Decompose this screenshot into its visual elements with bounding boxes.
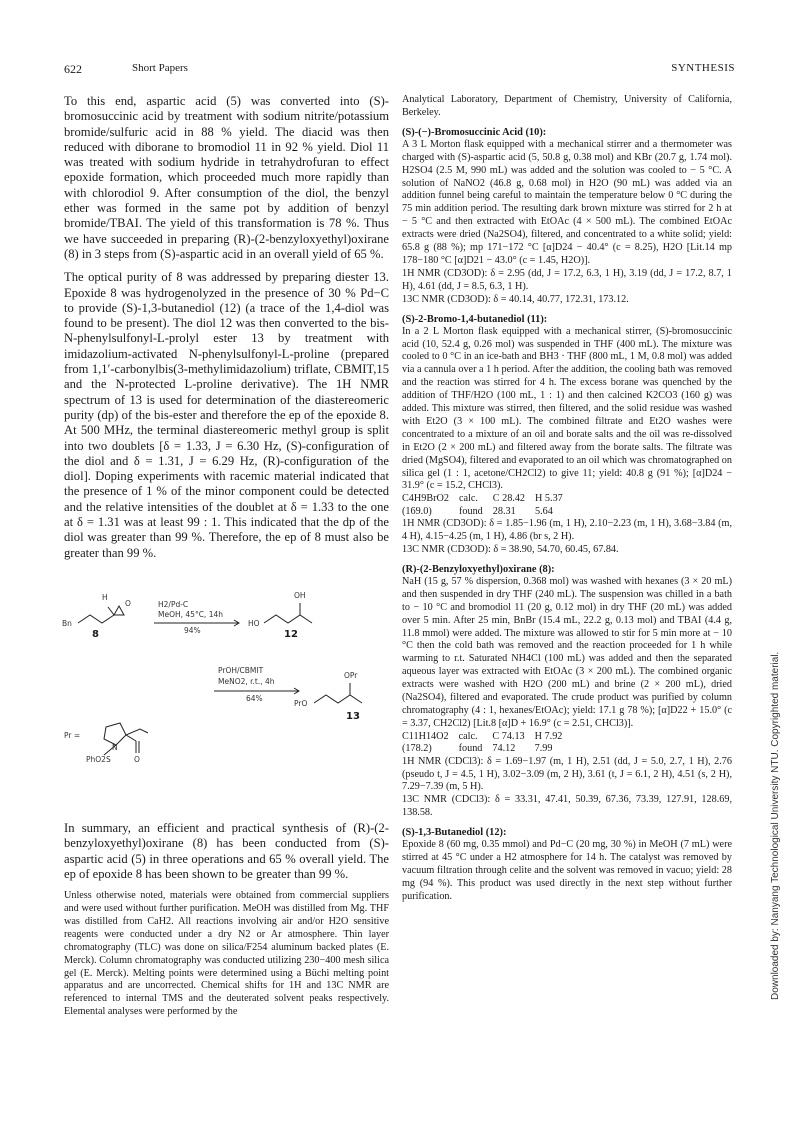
body-paragraph: The optical purity of 8 was addressed by preparing diester 13. Epoxide 8 was hydrogenolyzed in the presence of 30 % Pd−C to provide (S)-1,3-butanediol (12) (a trace of the 1,4-diol was found to be present). The diol 12 was then converted to the bis-N-phenylsulfonyl-L-prolyl ester 13 by treatment with imidazolium-activated N-phenylsulfonyl-L-proline (prepared from 1,1′-carbonylbis(3-methylimidazolium) triflate, CBMIT,15 and the N-protected L-proline derivative). The 1H NMR spectrum of 13 is used for determination of the diastereomeric purity (dp) of the bis-ester and therefore the ep of the epoxide 8. At 500 MHz, the terminal diastereomeric methyl group is split into two doublets [δ = 1.33, J = 6.30 Hz, (S)-configuration of the diol and δ = 1.31, J = 6.29 Hz, (R)-configuration of the diol]. Doping experiments with racemic material indicated that the presence of 1 % of the minor component could be detected and the relative intensities of the doublet at δ = 1.33 to the one at δ = 1.31 was at least 99 : 1. This indicated that the dp of the diol was greater than 99 %. Therefore, the ep of 8 must also be greater than 99 %. — [64, 270, 389, 560]
journal-name: SYNTHESIS — [671, 62, 735, 74]
page-header — [64, 62, 735, 78]
elemental-analysis — [402, 493, 732, 518]
analysis-label: calc. — [458, 730, 478, 742]
analysis-value: H 5.37 — [535, 493, 563, 505]
analysis-value: 74.12 — [492, 743, 516, 755]
nmr-data: 1H NMR (CD3OD): δ = 2.95 (dd, J = 17.2, 6.3, 1 H), 3.19 (dd, J = 17.2, 8.7, 1 H), 4.61 (dd, J = 8.5, 6.3, 1 H). — [402, 267, 732, 292]
label-oh: OH — [294, 590, 306, 600]
analysis-value: C 74.13 — [492, 730, 525, 742]
label-pro: PrO — [294, 698, 308, 708]
compound-12-number: 12 — [284, 628, 298, 640]
section-title: Short Papers — [132, 62, 188, 74]
label-epoxide-o: O — [125, 598, 131, 608]
analysis-label: found — [458, 743, 483, 755]
yield-2: 64% — [246, 693, 263, 703]
analysis-label: calc. — [458, 493, 478, 505]
procedure-heading: (R)-(2-Benzyloxyethyl)oxirane (8): — [402, 563, 555, 575]
analysis-value: 28.31 — [492, 505, 516, 517]
nmr-data: 1H NMR (CDCl3): δ = 1.69−1.97 (m, 1 H), 2.51 (dd, J = 5.0, 2.7, 1 H), 2.76 (pseudo t, J = 4.5, 1 H), 3.02−3.09 (m, 2 H), 3.61 (t, J = 6.1, 2 H), 4.51 (s, 2 H), 7.29−7.39 (m, 5 H). — [402, 755, 732, 793]
nmr-data: 13C NMR (CD3OD): δ = 38.90, 54.70, 60.45, 67.84. — [402, 544, 619, 555]
analysis-value: 5.64 — [535, 505, 553, 517]
page-number: 622 — [64, 62, 82, 76]
label-bn: Bn — [62, 618, 72, 628]
compound-8-number: 8 — [92, 628, 99, 640]
scheme-drawing — [64, 563, 389, 821]
label-ho: HO — [248, 618, 260, 628]
procedure-heading: (S)-2-Bromo-1,4-butanediol (11): — [402, 313, 548, 325]
analysis-formula: C11H14O2 — [402, 730, 449, 742]
procedure-text: A 3 L Morton flask equipped with a mechanical stirrer and a thermometer was charged with (S)-aspartic acid (5, 50.8 g, 0.38 mol) and KBr (20.7 g, 1.74 mol). H2SO4 (2.5 M, 990 mL) was added and the solution was cooled to − 5 °C. A solution of NaNO2 (46.8 g, 0.68 mol) in H2O (90 mL) was added via an addition funnel being careful to maintain the temperature below 0 °C during the 75 min addition period. The resulting dark brown mixture was stirred for 2 h at − 5 °C and then extracted with EtOAc (4 × 500 mL). The combined EtOAc extracts were dried (Na2SO4), filtered, and concentrated to a white solid; yield: 65.8 g (88 %); mp 171−172 °C [α]D24 − 40.4° (c = 8.25), H2O [Lit.14 mp 178−180 °C [α]D21 − 43.0° (c = 1.45, H2O)]. — [402, 138, 732, 266]
analysis-value: C 28.42 — [492, 493, 526, 505]
analysis-formula: C4H9BrO2 — [402, 493, 449, 505]
nmr-data: 1H NMR (CD3OD): δ = 1.85−1.96 (m, 1 H), 2.10−2.23 (m, 1 H), 3.68−3.84 (m, 4 H), 4.15−4.25 (m, 1 H), 4.86 (br s, 2 H). — [402, 518, 732, 543]
condition-reagent-1: H2/Pd-C — [158, 599, 189, 609]
procedure-heading: (S)-(−)-Bromosuccinic Acid (10): — [402, 126, 547, 138]
label-n: N — [112, 742, 118, 752]
label-pr-definition: Pr = — [64, 730, 81, 740]
nmr-data: 13C NMR (CDCl3): δ = 33.31, 47.41, 50.39, 67.36, 73.39, 127.91, 128.69, 138.58. — [402, 794, 732, 819]
elemental-analysis — [402, 731, 732, 756]
analysis-value: 7.99 — [534, 743, 553, 755]
reaction-scheme — [64, 563, 389, 821]
right-column — [402, 94, 732, 904]
analysis-value: H 7.92 — [534, 730, 563, 742]
analysis-label: found — [458, 505, 483, 517]
procedure-text: Epoxide 8 (60 mg, 0.35 mmol) and Pd−C (20 mg, 30 %) in MeOH (7 mL) were stirred at 45 °C under a H2 atmosphere for 14 h. The catalyst was removed by vacuum filtration through celite and the solvent was removed in vacuo; yield: 28 mg (94 %). This product was used directly in the next step without further purification. — [402, 839, 732, 902]
condition-solvent-2: MeNO2, r.t., 4h — [218, 676, 275, 686]
compound-13-number: 13 — [346, 710, 360, 722]
body-paragraph: To this end, aspartic acid (5) was converted into (S)-bromosuccinic acid by treatment with sodium nitrite/potassium bromide/sulfuric acid in 88 % yield. The diacid was then reduced with diborane to bromodiol 11 in 92 % yield. Diol 11 was treated with sodium hydride in tetrahydrofuran to effect epoxide formation, which proceeded much more rapidly than with chlorodiol 9. After consumption of the diol, the benzyl ether was formed in the same pot by addition of benzyl bromide/TBAI. The yield of this transformation is 78 %. Thus we have succeeded in preparing (R)-(2-benzyloxyethyl)oxirane (8) in 3 steps from (S)-aspartic acid in an overall yield of 65 %. — [64, 94, 389, 261]
experimental-continued: Analytical Laboratory, Department of Chemistry, University of California, Berkeley. — [402, 94, 732, 118]
label-pho2s: PhO2S — [86, 754, 111, 764]
yield-1: 94% — [184, 625, 201, 635]
condition-solvent-1: MeOH, 45°C, 14h — [158, 609, 223, 619]
experimental-general: Unless otherwise noted, materials were obtained from commercial suppliers and were used without further purification. MeOH was distilled from Mg. THF was distilled from CaH2. All reactions involving air and/or H2O sensitive reagents were conducted under a dry N2 or Ar atmosphere. Thin layer chromatography (TLC) was done on silica/F254 aluminum backed plates (E. Merck). Column chromatography was conducted utilizing 230−400 mesh silica gel (E. Merck). Melting points were determined using a Büchi melting point apparatus and are uncorrected. Chemical shifts for 1H and 13C NMR are referenced to internal TMS and the deuterated solvent peaks respectively. Elemental analyses were performed by the — [64, 890, 389, 1018]
condition-reagent-2: PrOH/CBMIT — [218, 665, 264, 675]
procedure-heading: (S)-1,3-Butanediol (12): — [402, 827, 507, 839]
label-h: H — [102, 592, 108, 602]
procedure-text: In a 2 L Morton flask equipped with a mechanical stirrer, (S)-bromosuccinic acid (10, 52.4 g, 0.26 mol) was suspended in THF (400 mL). The mixture was cooled to 0 °C in an ice-bath and BH3 · THF (800 mL, 1 M, 0.8 mol) was added via a cannula over a 1 h period. After the addition, the cooling bath was removed and the reaction was stirred for 4 h. The excess borane was quenched by the addition of THF/H2O (100 mL, 1 : 1) and then calcined K2CO3 (160 g) was added. This mixture was stirred, then filtered, and the solid residue was washed with Et2O (3 × 100 mL). The combined filtrate and Et2O washes were concentrated to a mixture of an oil and borate salts and the oil was re-dissolved in Et2O (2 × 200 mL) and filtered away from the borate salts. The filtrate was dried (MgSO4), filtered and evaporated to an oil which was chromatographed on silica gel (1 : 1, acetone/CH2Cl2) to give 11; yield: 40.8 g (91 %); [α]D24 − 31.9° (c = 15.2, CHCl3). — [402, 325, 732, 492]
body-paragraph: In summary, an efficient and practical synthesis of (R)-(2-benzyloxyethyl)oxirane (8) has been conducted from (S)-aspartic acid (5) in three operations and 65 % overall yield. The ep of epoxide 8 has been shown to be greater than 99 %. — [64, 820, 389, 881]
download-watermark-text: Downloaded by: Nanyang Technological University NTU. Copyrighted material. — [770, 651, 781, 1000]
procedure-text: NaH (15 g, 57 % dispersion, 0.368 mol) was washed with hexanes (3 × 20 mL) and then suspended in dry THF (240 mL). The suspension was chilled in a bath to − 10 °C and bromodiol 11 (20 g, 0.12 mol) in dry THF (20 mL) was added over 5 min. After 25 min, BnBr (15.4 mL, 22.2 g, 0.13 mol) and TBAI (4.4 g, 11.8 mmol) were added. The mixture was allowed to stir for 5 min more at − 10 °C then the cold bath was removed and the reaction proceeded for 1 h while warming to r.t. Saturated NH4Cl (100 mL) was added and then the separated aqueous layer was extracted with EtOAc (3 × 200 mL). The combined organic extracts were washed with H2O (200 mL) and brine (2 × 200 mL), dried (Na2SO4), filtered and evaporated. The crude product was purified by column chromatography (4 : 1, hexanes/EtOAc); yield: 17.1 g 78 %); [α]D22 + 15.0° (c = 3.37, CH2Cl2) [Lit.8 [α]D + 16.9° (c = 2.51, CHCl3)]. — [402, 575, 732, 729]
left-column — [64, 94, 389, 1019]
nmr-data: 13C NMR (CD3OD): δ = 40.14, 40.77, 172.31, 173.12. — [402, 293, 629, 305]
label-carbonyl-o: O — [134, 754, 140, 764]
analysis-mw: (169.0) — [402, 505, 432, 517]
analysis-mw: (178.2) — [402, 743, 432, 755]
label-opr: OPr — [344, 670, 358, 680]
